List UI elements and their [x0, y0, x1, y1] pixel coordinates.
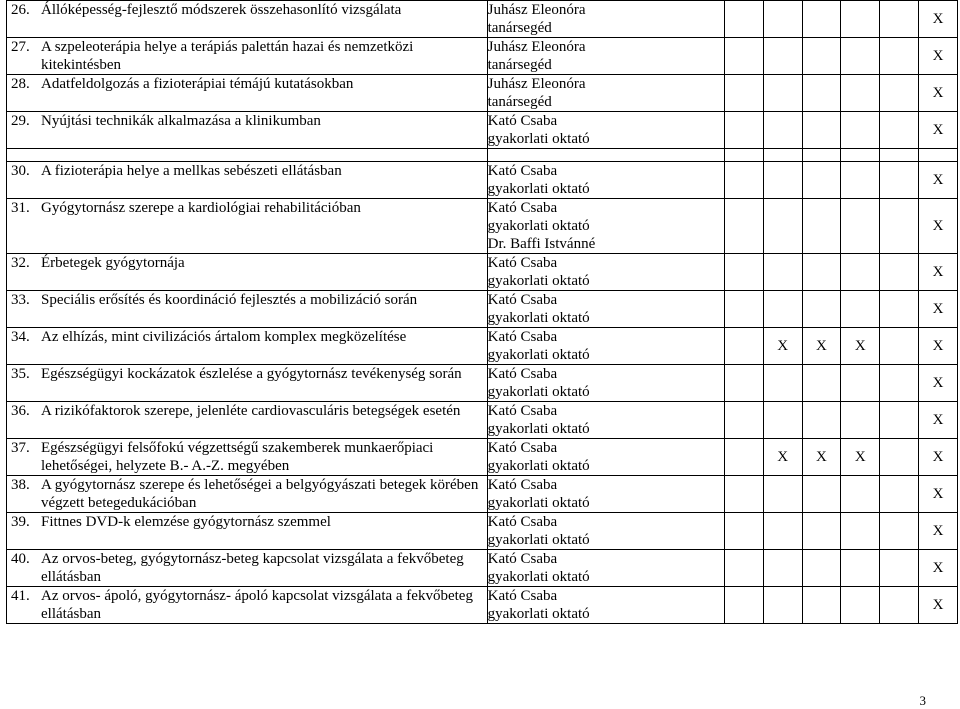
topic-number: 30. — [11, 163, 30, 179]
topic-number: 31. — [11, 200, 30, 216]
mark-cell — [724, 513, 763, 550]
mark-cell — [724, 476, 763, 513]
topic-cell — [7, 328, 488, 365]
supervisor-cell — [487, 476, 724, 513]
section-gap — [7, 149, 958, 162]
mark-cell: X — [919, 1, 958, 38]
table-row — [7, 439, 958, 476]
mark-cell — [724, 328, 763, 365]
mark-cell: X — [919, 75, 958, 112]
supervisor-name: Kató Csaba — [487, 366, 558, 382]
supervisor-title: gyakorlati oktató — [487, 310, 590, 326]
mark-cell — [763, 38, 802, 75]
topic-cell — [7, 365, 488, 402]
supervisor-name: Kató Csaba — [487, 588, 558, 604]
mark-cell — [802, 199, 841, 254]
topic-title: A szpeleoterápia helye a terápiás palettán hazai és nemzetközi kitekintésben — [41, 39, 414, 73]
topic-title: Érbetegek gyógytornája — [41, 255, 185, 271]
mark-cell — [880, 199, 919, 254]
topic-number: 40. — [11, 551, 30, 567]
supervisor-name: Kató Csaba — [487, 255, 558, 271]
mark-cell: X — [919, 402, 958, 439]
table-row — [7, 199, 958, 254]
supervisor-name: Juhász Eleonóra — [487, 76, 586, 92]
mark-cell — [763, 476, 802, 513]
mark-cell — [763, 112, 802, 149]
supervisor-cell — [487, 365, 724, 402]
mark-cell: X — [919, 38, 958, 75]
mark-cell — [724, 199, 763, 254]
mark-cell — [802, 513, 841, 550]
topic-cell — [7, 199, 488, 254]
topic-number: 32. — [11, 255, 30, 271]
mark-cell — [841, 75, 880, 112]
table-row — [7, 476, 958, 513]
table-row — [7, 587, 958, 624]
supervisor-title: gyakorlati oktató — [487, 532, 590, 548]
topic-title: Egészségügyi kockázatok észlelése a gyógytornász tevékenység során — [41, 366, 462, 382]
topic-cell — [7, 513, 488, 550]
topic-number: 35. — [11, 366, 30, 382]
topic-cell — [7, 402, 488, 439]
supervisor-title: gyakorlati oktató — [487, 347, 590, 363]
supervisor-title: gyakorlati oktató — [487, 384, 590, 400]
topic-cell — [7, 1, 488, 38]
supervisor-cell — [487, 162, 724, 199]
supervisor-cell — [487, 291, 724, 328]
supervisor-name: Juhász Eleonóra — [487, 39, 586, 55]
mark-cell — [802, 1, 841, 38]
mark-cell — [763, 550, 802, 587]
mark-cell — [841, 550, 880, 587]
supervisor-cell — [487, 439, 724, 476]
mark-cell — [724, 38, 763, 75]
topic-number: 34. — [11, 329, 30, 345]
mark-cell — [880, 291, 919, 328]
topic-cell — [7, 112, 488, 149]
mark-cell — [724, 162, 763, 199]
mark-cell — [763, 75, 802, 112]
supervisor-title: tanársegéd — [487, 20, 552, 36]
supervisor-title: gyakorlati oktató — [487, 421, 590, 437]
table-row — [7, 162, 958, 199]
mark-cell: X — [919, 550, 958, 587]
mark-cell: X — [919, 112, 958, 149]
topic-cell — [7, 162, 488, 199]
supervisor-cell — [487, 1, 724, 38]
topic-title: A fizioterápia helye a mellkas sebészeti ellátásban — [41, 163, 342, 179]
supervisor-cell — [487, 38, 724, 75]
topic-number: 28. — [11, 76, 30, 92]
thesis-topics-table — [6, 0, 958, 624]
supervisor-title: gyakorlati oktató — [487, 606, 590, 622]
mark-cell — [763, 365, 802, 402]
mark-cell — [880, 550, 919, 587]
supervisor-name: Kató Csaba — [487, 440, 558, 456]
mark-cell — [724, 112, 763, 149]
supervisor-cell — [487, 254, 724, 291]
table-row — [7, 75, 958, 112]
topic-number: 37. — [11, 440, 30, 456]
supervisor-cell — [487, 587, 724, 624]
mark-cell — [841, 513, 880, 550]
mark-cell — [841, 587, 880, 624]
mark-cell: X — [763, 328, 802, 365]
mark-cell — [880, 75, 919, 112]
mark-cell — [802, 365, 841, 402]
mark-cell — [880, 513, 919, 550]
mark-cell — [724, 402, 763, 439]
mark-cell — [880, 365, 919, 402]
mark-cell — [841, 365, 880, 402]
mark-cell — [802, 162, 841, 199]
mark-cell: X — [919, 587, 958, 624]
mark-cell — [802, 254, 841, 291]
supervisor-name: Kató Csaba — [487, 514, 558, 530]
topic-cell — [7, 476, 488, 513]
table-row — [7, 513, 958, 550]
supervisor-name: Kató Csaba — [487, 113, 558, 129]
topic-title: Az orvos- ápoló, gyógytornász- ápoló kapcsolat vizsgálata a fekvőbeteg ellátásban — [41, 588, 473, 622]
mark-cell — [880, 162, 919, 199]
mark-cell — [802, 587, 841, 624]
topic-title: Gyógytornász szerepe a kardiológiai rehabilitációban — [41, 200, 361, 216]
mark-cell: X — [841, 328, 880, 365]
mark-cell — [724, 587, 763, 624]
mark-cell — [880, 112, 919, 149]
topic-cell — [7, 439, 488, 476]
mark-cell — [880, 328, 919, 365]
mark-cell — [763, 199, 802, 254]
mark-cell: X — [919, 476, 958, 513]
topic-number: 41. — [11, 588, 30, 604]
mark-cell: X — [763, 439, 802, 476]
supervisor-cell — [487, 513, 724, 550]
mark-cell: X — [841, 439, 880, 476]
mark-cell — [802, 38, 841, 75]
supervisor-name: Kató Csaba — [487, 163, 558, 179]
mark-cell: X — [802, 439, 841, 476]
topic-cell — [7, 38, 488, 75]
mark-cell — [802, 476, 841, 513]
table-row — [7, 291, 958, 328]
supervisor-title: gyakorlati oktató — [487, 569, 590, 585]
topic-number: 26. — [11, 2, 30, 18]
mark-cell — [763, 162, 802, 199]
topic-title: A rizikófaktorok szerepe, jelenléte cardiovasculáris betegségek esetén — [41, 403, 461, 419]
mark-cell — [724, 439, 763, 476]
supervisor-title: gyakorlati oktató — [487, 218, 590, 234]
co-supervisor-name: Dr. Baffi Istvánné — [487, 236, 596, 252]
topic-number: 38. — [11, 477, 30, 493]
mark-cell — [841, 1, 880, 38]
topic-number: 33. — [11, 292, 30, 308]
supervisor-cell — [487, 112, 724, 149]
supervisor-title: gyakorlati oktató — [487, 458, 590, 474]
table-row — [7, 550, 958, 587]
table-row — [7, 254, 958, 291]
mark-cell — [841, 254, 880, 291]
table-row — [7, 112, 958, 149]
mark-cell — [763, 402, 802, 439]
mark-cell — [802, 402, 841, 439]
mark-cell — [841, 402, 880, 439]
topic-title: Speciális erősítés és koordináció fejlesztés a mobilizáció során — [41, 292, 418, 308]
mark-cell — [841, 38, 880, 75]
table-body — [7, 1, 958, 624]
mark-cell — [724, 254, 763, 291]
supervisor-name: Juhász Eleonóra — [487, 2, 586, 18]
topic-cell — [7, 75, 488, 112]
mark-cell: X — [919, 291, 958, 328]
supervisor-cell — [487, 199, 724, 254]
mark-cell — [841, 112, 880, 149]
mark-cell: X — [919, 439, 958, 476]
topic-title: A gyógytornász szerepe és lehetőségei a belgyógyászati betegek körében végzett betegedukációban — [41, 477, 479, 511]
topic-cell — [7, 587, 488, 624]
mark-cell — [880, 1, 919, 38]
supervisor-title: gyakorlati oktató — [487, 181, 590, 197]
supervisor-cell — [487, 402, 724, 439]
mark-cell — [802, 112, 841, 149]
mark-cell — [841, 199, 880, 254]
table-row — [7, 1, 958, 38]
topic-title: Az orvos-beteg, gyógytornász-beteg kapcsolat vizsgálata a fekvőbeteg ellátásban — [41, 551, 464, 585]
mark-cell — [880, 38, 919, 75]
mark-cell — [724, 75, 763, 112]
supervisor-name: Kató Csaba — [487, 292, 558, 308]
mark-cell — [841, 476, 880, 513]
mark-cell: X — [919, 254, 958, 291]
mark-cell: X — [919, 365, 958, 402]
supervisor-title: gyakorlati oktató — [487, 273, 590, 289]
topic-title: Egészségügyi felsőfokú végzettségű szakemberek munkaerőpiaci lehetőségei, helyzete B.- A.-Z. megyében — [41, 440, 434, 474]
mark-cell — [802, 75, 841, 112]
topic-number: 29. — [11, 113, 30, 129]
topic-title: Adatfeldolgozás a fizioterápiai témájú kutatásokban — [41, 76, 354, 92]
table-row — [7, 328, 958, 365]
mark-cell — [724, 1, 763, 38]
mark-cell — [841, 162, 880, 199]
supervisor-cell — [487, 328, 724, 365]
table-row — [7, 38, 958, 75]
supervisor-title: gyakorlati oktató — [487, 131, 590, 147]
mark-cell — [763, 513, 802, 550]
mark-cell — [763, 291, 802, 328]
mark-cell: X — [802, 328, 841, 365]
mark-cell: X — [919, 162, 958, 199]
topic-title: Állóképesség-fejlesztő módszerek összehasonlító vizsgálata — [41, 2, 402, 18]
mark-cell: X — [919, 199, 958, 254]
topic-title: Nyújtási technikák alkalmazása a klinikumban — [41, 113, 321, 129]
topic-cell — [7, 550, 488, 587]
topic-number: 36. — [11, 403, 30, 419]
mark-cell: X — [919, 328, 958, 365]
supervisor-name: Kató Csaba — [487, 329, 558, 345]
mark-cell — [880, 587, 919, 624]
supervisor-name: Kató Csaba — [487, 403, 558, 419]
supervisor-title: gyakorlati oktató — [487, 495, 590, 511]
topic-cell — [7, 291, 488, 328]
topic-title: Az elhízás, mint civilizációs ártalom komplex megközelítése — [41, 329, 407, 345]
supervisor-name: Kató Csaba — [487, 551, 558, 567]
mark-cell — [763, 254, 802, 291]
supervisor-title: tanársegéd — [487, 94, 552, 110]
mark-cell — [724, 550, 763, 587]
page-number: 3 — [919, 693, 926, 708]
supervisor-name: Kató Csaba — [487, 477, 558, 493]
supervisor-name: Kató Csaba — [487, 200, 558, 216]
mark-cell — [724, 365, 763, 402]
mark-cell — [880, 402, 919, 439]
table-row — [7, 402, 958, 439]
mark-cell — [763, 587, 802, 624]
topic-number: 27. — [11, 39, 30, 55]
mark-cell — [724, 291, 763, 328]
mark-cell: X — [919, 513, 958, 550]
mark-cell — [802, 550, 841, 587]
mark-cell — [880, 476, 919, 513]
supervisor-cell — [487, 550, 724, 587]
topic-title: Fittnes DVD-k elemzése gyógytornász szemmel — [41, 514, 331, 530]
supervisor-cell — [487, 75, 724, 112]
mark-cell — [802, 291, 841, 328]
mark-cell — [880, 254, 919, 291]
table-row — [7, 365, 958, 402]
mark-cell — [880, 439, 919, 476]
mark-cell — [763, 1, 802, 38]
mark-cell — [841, 291, 880, 328]
topic-cell — [7, 254, 488, 291]
topic-number: 39. — [11, 514, 30, 530]
supervisor-title: tanársegéd — [487, 57, 552, 73]
